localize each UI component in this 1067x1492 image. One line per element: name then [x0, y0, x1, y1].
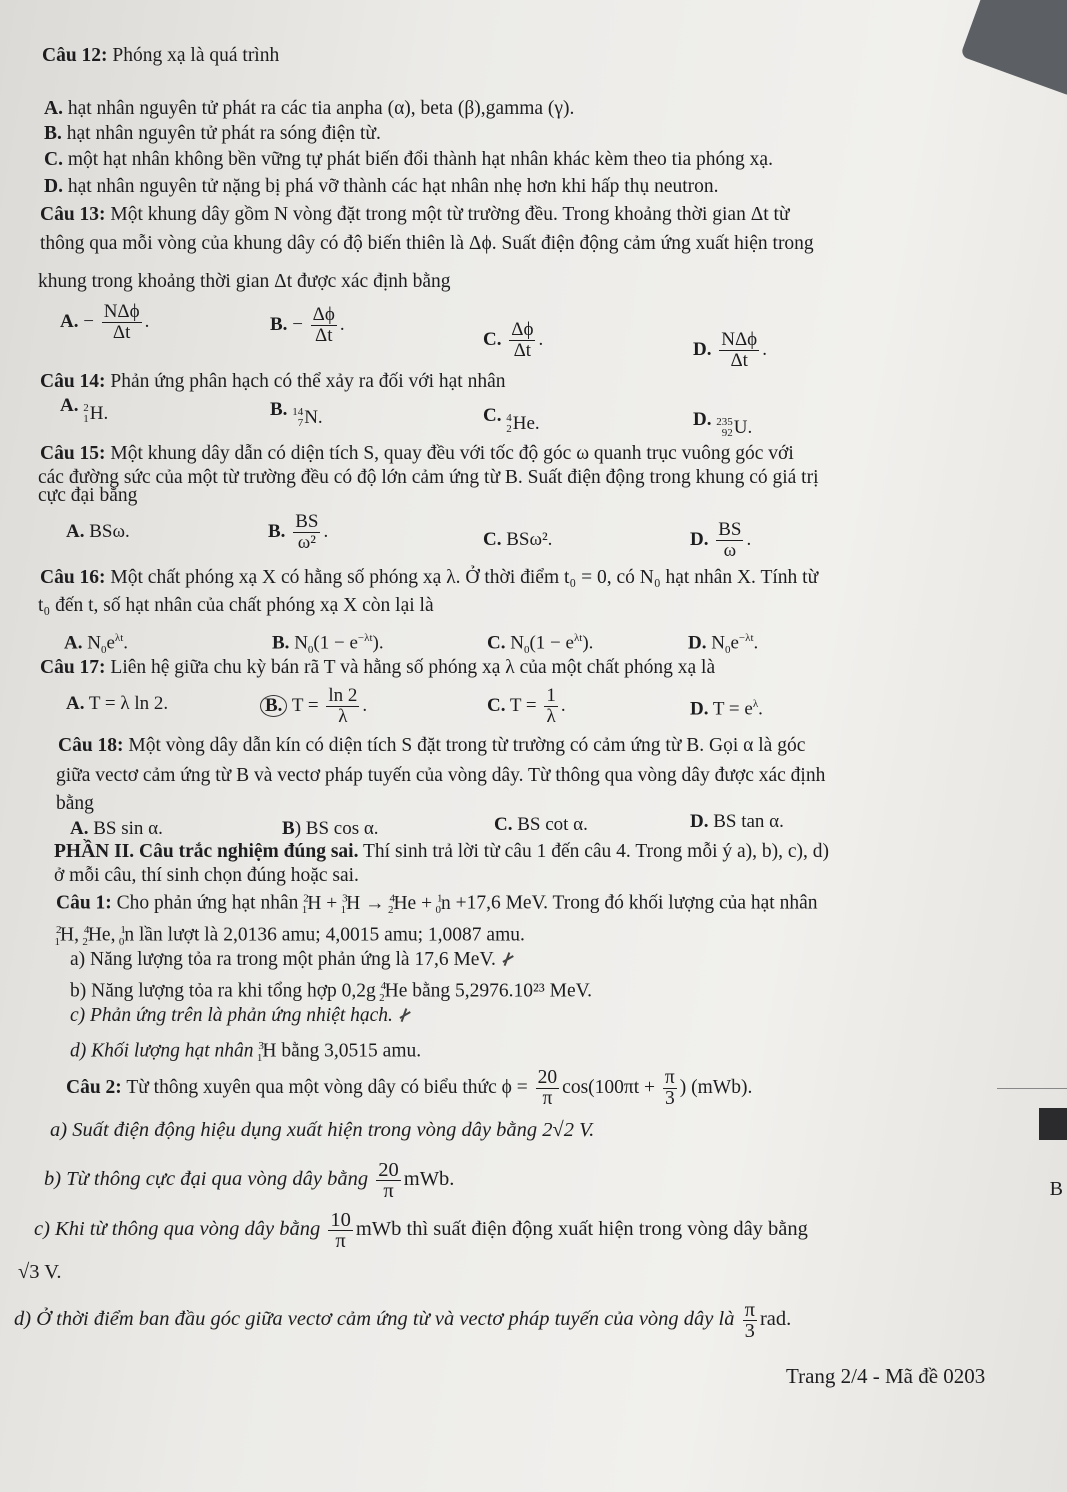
q18-stem-3: bằng	[56, 793, 94, 814]
reaction-equation: $^2_1$H + $^3_1$H → $^4_2$He + $^1_0$n	[301, 892, 451, 917]
q17-option-c: C. T = $\frac{1}{\lambda}$ .	[487, 685, 566, 727]
q14-option-b: B. 14 7 N.	[270, 399, 323, 429]
q16-option-b: B. $N_0(1 - e^{-\lambda t})$.	[272, 632, 384, 657]
q12-stem: Câu 12: Phóng xạ là quá trình	[42, 45, 280, 66]
page-corner-shadow	[960, 0, 1067, 97]
q17-option-d: D. $T = e^\lambda$.	[690, 698, 763, 720]
q14-option-d: D. 235 92 U.	[693, 409, 753, 439]
q17-option-a: A. T = λ ln 2.	[66, 693, 169, 714]
q13-option-a: A. − $\frac{\text{NΔϕ}}{\Delta t}$ .	[60, 301, 150, 343]
q12-option-d: D. hạt nhân nguyên tử nặng bị phá vỡ thành các hạt nhân nhẹ hơn khi hấp thụ neutron.	[44, 176, 719, 197]
c1-stem-2: $^2_1$H, $^4_2$He, $^1_0$n lần lượt là 2,0136 amu; 4,0015 amu; 1,0087 amu.	[54, 924, 525, 949]
q13-stem-1: Câu 13: Một khung dây gồm N vòng đặt trong một từ trường đều. Trong khoảng thời gian Δt từ	[40, 204, 790, 225]
q13-option-c: C. $\frac{\Delta\phi}{\Delta t}$ .	[483, 319, 544, 361]
q13-stem-2: thông qua mỗi vòng của khung dây có độ biến thiên là Δϕ. Suất điện động cảm ứng xuất hiện trong	[40, 233, 814, 254]
q13-option-b: B. − $\frac{\Delta\phi}{\Delta t}$ .	[270, 304, 345, 346]
q18-option-c: C. BS cot α.	[494, 814, 588, 835]
edge-dark-block	[1039, 1108, 1067, 1140]
q16-stem-1: Câu 16: Một chất phóng xạ X có hằng số phóng xạ λ. Ở thời điểm t₀ = 0, có N₀ hạt nhân X. Tính từ	[40, 567, 819, 588]
c1-stem-1: Câu 1: Cho phản ứng hạt nhân $^2_1$H + $^3_1$H → $^4_2$He + $^1_0$n +17,6 MeV. Trong đó khối lượng của hạt nhân	[56, 892, 818, 917]
q13-stem-3: khung trong khoảng thời gian Δt được xác định bằng	[38, 271, 451, 292]
c2-item-b: b) Từ thông cực đại qua vòng dây bằng $\frac{20}{\pi}$ mWb.	[44, 1159, 455, 1202]
mark-icon	[500, 952, 516, 968]
c2-item-a: a) Suất điện động hiệu dụng xuất hiện trong vòng dây bằng 2√2 V.	[50, 1119, 595, 1141]
c1-item-d: d) Khối lượng hạt nhân $^3_1$H bằng 3,0515 amu.	[70, 1040, 422, 1065]
q12-option-a: A. hạt nhân nguyên tử phát ra các tia anpha (α), beta (β),gamma (γ).	[44, 98, 575, 119]
q12-option-b: B. hạt nhân nguyên tử phát ra sóng điện từ.	[44, 123, 381, 144]
c1-item-c: c) Phản ứng trên là phản ứng nhiệt hạch.	[70, 1004, 413, 1028]
c1-item-b: b) Năng lượng tỏa ra khi tổng hợp 0,2g $^4_2$He bằng 5,2976.10²³ MeV.	[70, 980, 593, 1005]
q15-stem-1: Câu 15: Một khung dây dẫn có diện tích S, quay đều với tốc độ góc ω quanh trục vuông góc với	[40, 443, 794, 464]
q14-option-a: A. 2 1 H.	[60, 395, 109, 425]
q14-option-c: C. 4 2 He.	[483, 405, 540, 435]
q18-stem-2: giữa vectơ cảm ứng từ B và vectơ pháp tuyến của vòng dây. Từ thông qua vòng dây được xác định	[56, 765, 826, 786]
c1-item-a: a) Năng lượng tỏa ra trong một phản ứng là 17,6 MeV.	[70, 948, 516, 972]
q15-option-a: A. BSω.	[66, 521, 130, 542]
c2-item-c: c) Khi từ thông qua vòng dây bằng $\frac{10}{\pi}$ mWb thì suất điện động xuất hiện trong vòng dây bằng	[34, 1209, 808, 1252]
mark-icon	[397, 1008, 413, 1024]
c2-item-d: d) Ở thời điểm ban đầu góc giữa vectơ cảm ứng từ và vectơ pháp tuyến của vòng dây là $\frac{\pi}{3}$ rad.	[14, 1299, 792, 1342]
c2-item-c-cont: √3 V.	[18, 1261, 62, 1283]
q12-option-c: C. một hạt nhân không bền vững tự phát biến đổi thành hạt nhân khác kèm theo tia phóng xạ.	[44, 149, 773, 170]
q16-option-c: C. $N_0(1 - e^{\lambda t})$.	[487, 632, 594, 657]
q18-stem-1: Câu 18: Một vòng dây dẫn kín có diện tích S đặt trong từ trường có cảm ứng từ B. Gọi α là góc	[58, 735, 806, 756]
q15-stem-3: cực đại bằng	[38, 485, 138, 506]
q14-stem: Câu 14: Phản ứng phân hạch có thể xảy ra đối với hạt nhân	[40, 371, 506, 392]
q17-stem: Câu 17: Liên hệ giữa chu kỳ bán rã T và hằng số phóng xạ λ của một chất phóng xạ là	[40, 657, 716, 678]
q16-stem-2: t₀ đến t, số hạt nhân của chất phóng xạ X còn lại là	[38, 595, 434, 616]
q15-option-d: D. $\frac{BS}{\omega}$ .	[690, 519, 752, 561]
q18-option-b: B) BS cos α.	[282, 818, 379, 839]
edge-rule	[997, 1088, 1067, 1089]
c2-stem: Câu 2: Từ thông xuyên qua một vòng dây có biểu thức ϕ = $\frac{20}{\pi}$ cos(100πt + $\frac{\pi}{3}$ ) (mWb).	[66, 1067, 753, 1109]
q16-option-a: A. $N_0e^{\lambda t}$.	[64, 632, 129, 657]
q15-stem-2: các đường sức của một từ trường đều có độ lớn cảm ứng từ B. Suất điện động trong khung có giá trị	[38, 467, 819, 488]
q18-option-d: D. BS tan α.	[690, 811, 784, 832]
q18-option-a: A. BS sin α.	[70, 818, 163, 839]
part2-heading: PHẦN II. Câu trắc nghiệm đúng sai. Thí sinh trả lời từ câu 1 đến câu 4. Trong mỗi ý a), b), c), d)	[54, 841, 830, 862]
q17-option-b: B. T = $\frac{\ln 2}{\lambda}$ .	[260, 686, 367, 727]
edge-letter: B	[1049, 1178, 1063, 1200]
q15-option-c: C. BSω².	[483, 529, 553, 550]
part2-instruction: ở mỗi câu, thí sinh chọn đúng hoặc sai.	[54, 865, 359, 886]
page-footer: Trang 2/4 - Mã đề 0203	[786, 1364, 986, 1388]
q16-option-d: D. $N_0e^{-\lambda t}$.	[688, 632, 759, 657]
q15-option-b: B. $\frac{BS}{\text{ω²}}$ .	[268, 511, 329, 553]
q13-option-d: D. $\frac{\text{NΔϕ}}{\Delta t}$ .	[693, 329, 767, 371]
